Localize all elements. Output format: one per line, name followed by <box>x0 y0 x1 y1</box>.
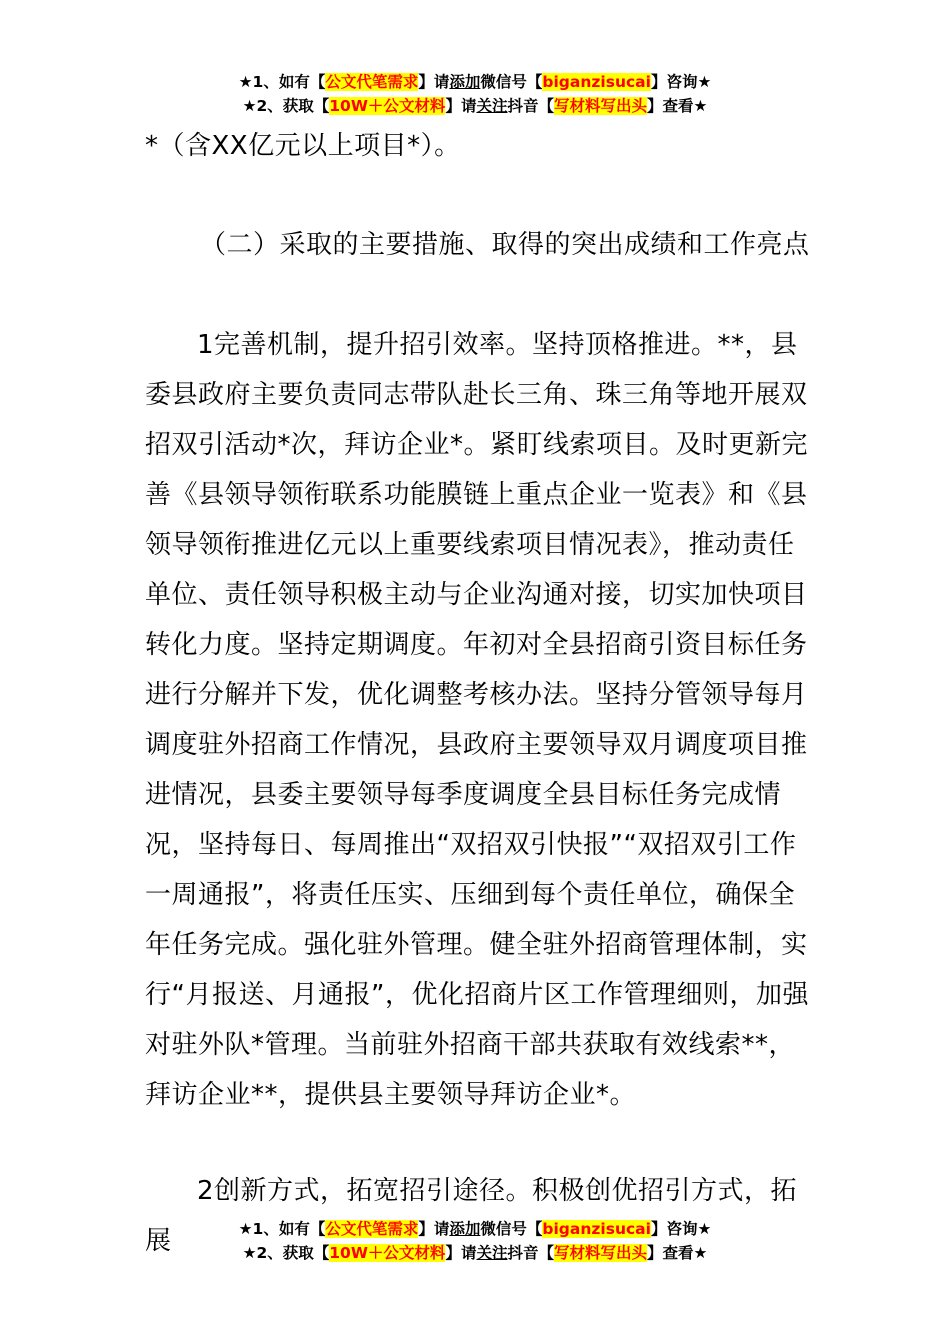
banner-line-1: ★1、如有【公文代笔需求】请添加微信号【biganzisucai】咨询★ <box>238 73 712 91</box>
paragraph-mechanism: 1完善机制，提升招引效率。坚持顶格推进。**，县委县政府主要负责同志带队赴长三角、珠三角等地开展双招双引活动*次，拜访企业*。紧盯线索项目。及时更新完善《县领导领衔联系功能膜链上重点企业一览表》和《县领导领衔推进亿元以上重要线索项目情况表》，推动责任单位、责任领导积极主动与企业沟通对接，切实加快项目转化力度。坚持定期调度。年初对全县招商引资目标任务进行分解并下发，优化调整考核办法。坚持分管领导每月调度驻外招商工作情况，县政府主要领导双月调度项目推进情况，县委主要领导每季度调度全县目标任务完成情况，坚持每日、每周推出“双招双引快报”“双招双引工作一周通报”，将责任压实、压细到每个责任单位，确保全年任务完成。强化驻外管理。健全驻外招商管理体制，实行“月报送、月通报”，优化招商片区工作管理细则，加强对驻外队*管理。当前驻外招商干部共获取有效线索**，拜访企业**，提供县主要领导拜访企业*。 <box>145 330 809 1110</box>
highlight-douyin-id: 写材料写出头 <box>553 1244 647 1262</box>
header-banner <box>0 70 950 118</box>
highlight-douyin-id: 写材料写出头 <box>553 97 647 115</box>
section-heading: （二）采取的主要措施、取得的突出成绩和工作亮点 <box>200 230 810 260</box>
banner-line-1: ★1、如有【公文代笔需求】请添加微信号【biganzisucai】咨询★ <box>238 1220 712 1238</box>
footer-banner <box>0 1217 950 1265</box>
highlight-materials: 10W＋公文材料 <box>329 1244 446 1262</box>
highlight-wechat-id: biganzisucai <box>542 73 651 91</box>
highlight-wechat-id: biganzisucai <box>542 1220 651 1238</box>
paragraph-continued: *（含XX亿元以上项目*）。 <box>145 131 461 161</box>
banner-line-2: ★2、获取【10W＋公文材料】请关注抖音【写材料写出头】查看★ <box>242 1244 708 1262</box>
highlight-materials: 10W＋公文材料 <box>329 97 446 115</box>
banner-line-2: ★2、获取【10W＋公文材料】请关注抖音【写材料写出头】查看★ <box>242 97 708 115</box>
paragraph-innovation: 2创新方式，拓宽招引途径。积极创优招引方式，拓展 <box>145 1176 798 1256</box>
highlight-service: 公文代笔需求 <box>325 73 419 91</box>
highlight-service: 公文代笔需求 <box>325 1220 419 1238</box>
